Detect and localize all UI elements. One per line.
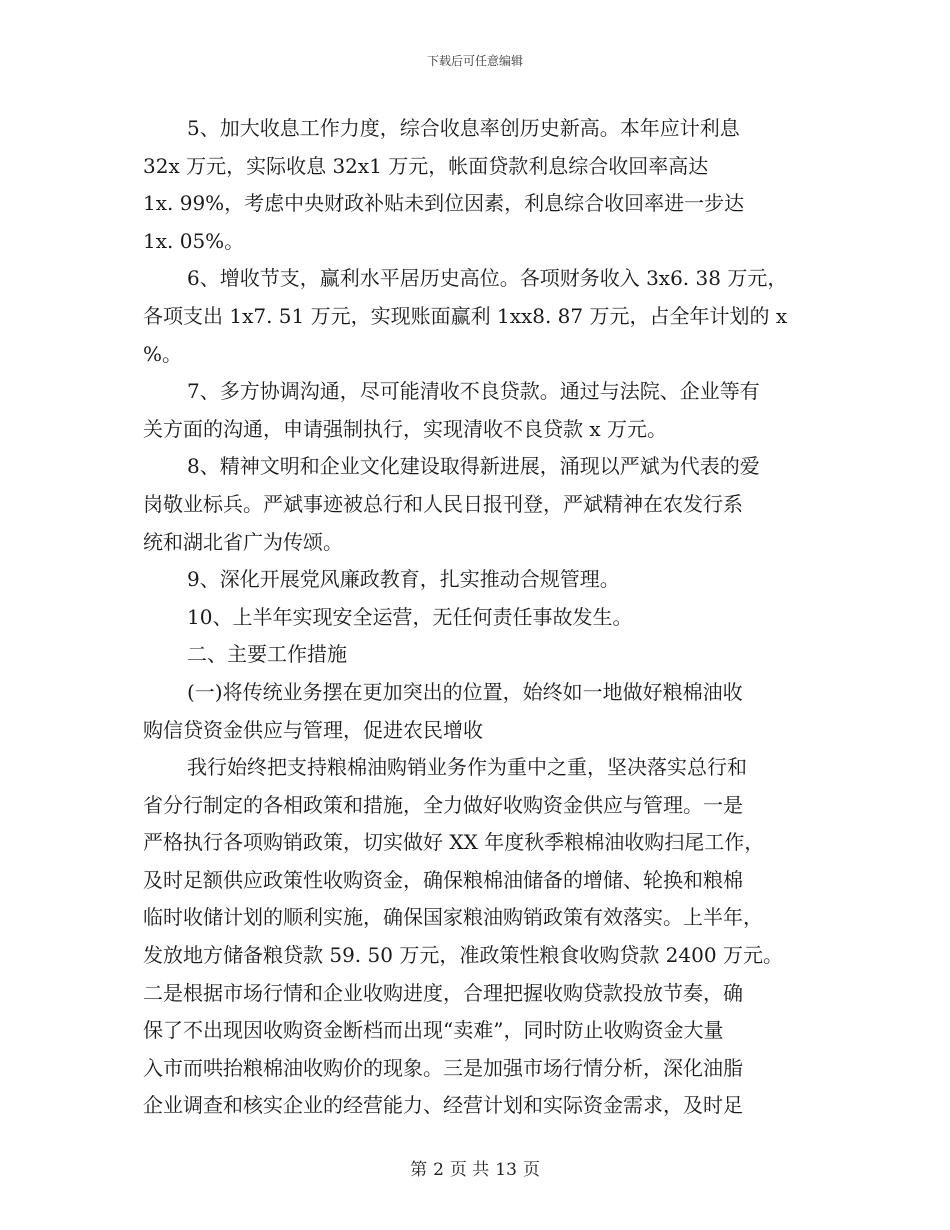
text-line: 32x 万元，实际收息 32x1 万元，帐面贷款利息综合收回率高达: [143, 153, 709, 178]
text-line: 1x. 05%。: [143, 228, 245, 253]
text-line: 8、精神文明和企业文化建设取得新进展，涌现以严斌为代表的爱: [187, 454, 760, 479]
text-line: 9、深化开展党风廉政教育，扎实推动合规管理。: [187, 567, 620, 592]
text-line: 二、主要工作措施: [187, 642, 347, 667]
text-line: 关方面的沟通，申请强制执行，实现清收不良贷款 x 万元。: [143, 416, 667, 441]
footer-suffix: 页: [522, 1160, 540, 1180]
text-line: 保了不出现因收购资金断档而出现“卖难”，同时防止收购资金大量: [143, 1018, 724, 1043]
text-line: 入市而哄抬粮棉油收购价的现象。三是加强市场行情分析，深化油脂: [143, 1055, 743, 1080]
text-line: 二是根据市场行情和企业收购进度，合理把握收购贷款投放节奏，确: [143, 980, 743, 1005]
page-header: 下载后可任意编辑: [426, 54, 523, 68]
text-line: 10、上半年实现安全运营，无任何责任事故发生。: [187, 604, 633, 629]
text-line: 各项支出 1x7. 51 万元，实现账面赢利 1xx8. 87 万元，占全年计划的 x: [143, 303, 788, 328]
footer-total-pages: 13: [495, 1160, 517, 1180]
text-line: 省分行制定的各相政策和措施，全力做好收购资金供应与管理。一是: [143, 792, 743, 817]
text-line: 临时收储计划的顺利实施，确保国家粮油购销政策有效落实。上半年，: [143, 905, 763, 930]
text-line: 我行始终把支持粮棉油购销业务作为重中之重，坚决落实总行和: [187, 755, 747, 780]
text-line: 购信贷资金供应与管理，促进农民增收: [143, 717, 483, 742]
text-line: 统和湖北省广为传颂。: [143, 529, 343, 554]
text-line: 7、多方协调沟通，尽可能清收不良贷款。通过与法院、企业等有: [187, 379, 760, 404]
text-line: 岗敬业标兵。严斌事迹被总行和人民日报刊登，严斌精神在农发行系: [143, 491, 743, 516]
footer-mid: 页 共: [449, 1160, 490, 1180]
footer-prefix: 第: [410, 1160, 428, 1180]
text-line: 及时足额供应政策性收购资金，确保粮棉油储备的增储、轮换和粮棉: [143, 867, 743, 892]
text-line: 发放地方储备粮贷款 59. 50 万元，准政策性粮食收购贷款 2400 万元。: [143, 943, 783, 968]
text-line: 6、增收节支，赢利水平居历史高位。各项财务收入 3x6. 38 万元，: [187, 266, 788, 291]
text-line: (一)将传统业务摆在更加突出的位置，始终如一地做好粮棉油收: [187, 679, 743, 704]
text-line: %。: [143, 341, 183, 366]
document-body: [143, 110, 803, 1125]
text-line: 严格执行各项购销政策，切实做好 XX 年度秋季粮棉油收购扫尾工作，: [143, 830, 765, 855]
text-line: 企业调查和核实企业的经营能力、经营计划和实际资金需求，及时足: [143, 1093, 743, 1118]
footer-page-number: 2: [433, 1160, 444, 1180]
page-footer: [0, 1155, 950, 1180]
text-line: 1x. 99%，考虑中央财政补贴未到位因素，利息综合收回率进一步达: [143, 191, 745, 216]
text-line: 5、加大收息工作力度，综合收息率创历史新高。本年应计利息: [187, 116, 740, 140]
